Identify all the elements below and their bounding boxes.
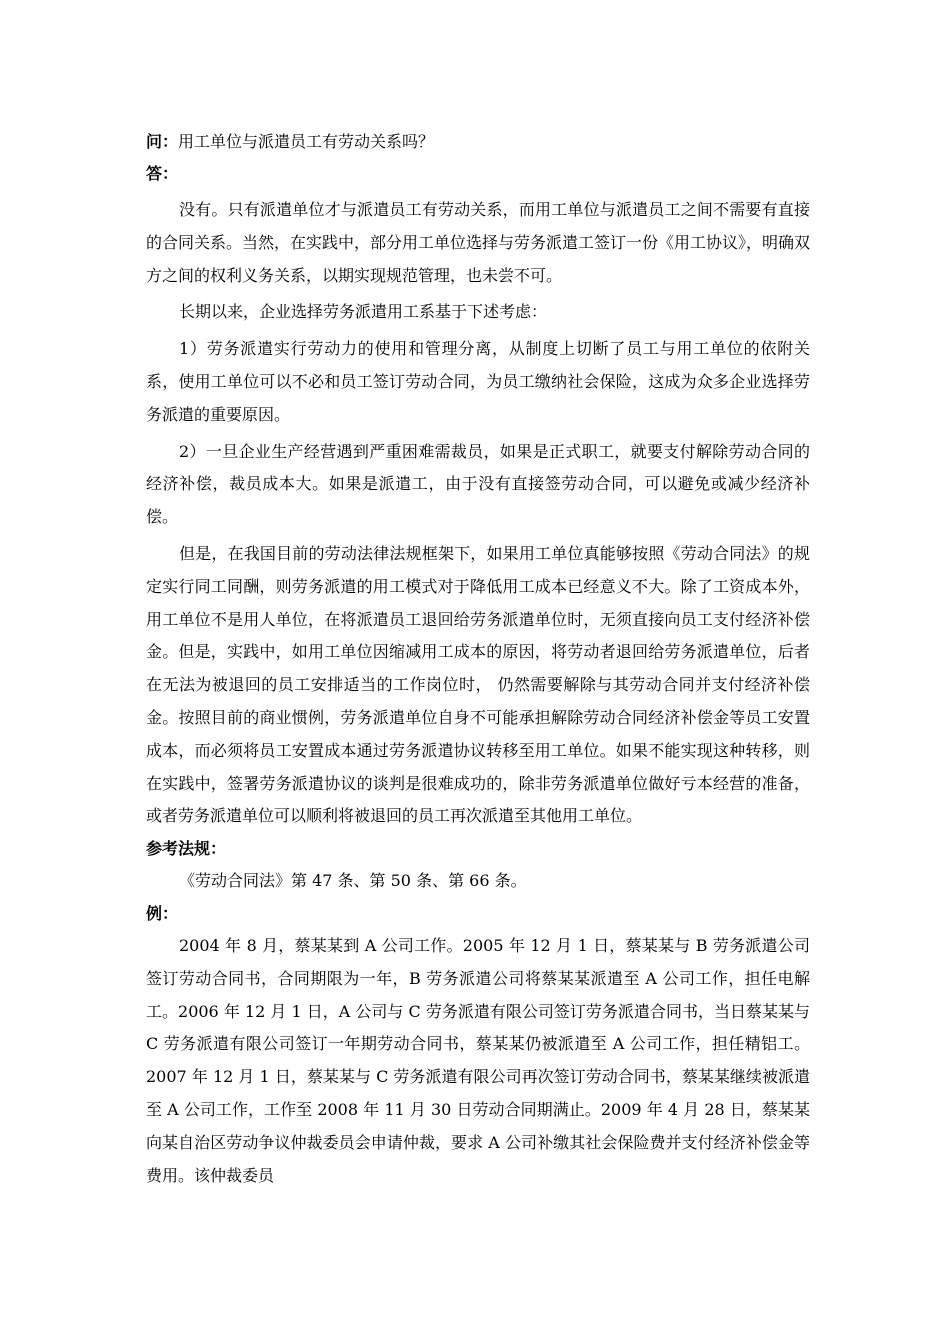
example-paragraph: 2004 年 8 月，蔡某某到 A 公司工作。2005 年 12 月 1 日，蔡某某与 B 劳务派遣公司签订劳动合同书，合同期限为一年，B 劳务派遣公司将蔡某某派遣至 A 公司工作，担任电解工。2006 年 12 月 1 日，A 公司与 C 劳务派遣有限公司签订劳务派遣合同书，当日蔡某某与 C 劳务派遣有限公司签订一年期劳动合同书，蔡某某仍被派遣至 A 公司工作，担任精铝工。2007 年 12 月 1 日，蔡某某与 C 劳务派遣有限公司再次签订劳动合同书，蔡某某继续被派遣至 A 公司工作，工作至 2008 年 11 月 30 日劳动合同期满止。2009 年 4 月 28 日，蔡某某向某自治区劳动争议仲裁委员会申请仲裁，要求 A 公司补缴其社会保险费并支付经济补偿金等费用。该仲裁委员: [146, 935, 810, 1185]
question-line: [146, 126, 810, 158]
reference-label: 参考法规：: [146, 839, 227, 859]
answer-paragraph: 没有。只有派遣单位才与派遣员工有劳动关系，而用工单位与派遣员工之间不需要有直接的合同关系。当然，在实践中，部分用工单位选择与劳务派遣工签订一份《用工协议》，明确双方之间的权利义务关系，以期实现规范管理，也未尝不可。: [146, 200, 811, 285]
answer-paragraph: 1）劳务派遣实行劳动力的使用和管理分离，从制度上切断了员工与用工单位的依附关系，使用工单位可以不必和员工签订劳动合同，为员工缴纳社会保险，这成为众多企业选择劳务派遣的重要原因。: [146, 339, 810, 424]
answer-paragraph: 长期以来，企业选择劳务派遣用工系基于下述考虑：: [179, 302, 548, 322]
reference-text: 《劳动合同法》第 47 条、第 50 条、第 66 条。: [179, 871, 527, 891]
question-text: 用工单位与派遣员工有劳动关系吗？: [178, 132, 435, 151]
question-label: 问：: [146, 132, 179, 151]
answer-label: 答：: [146, 164, 179, 183]
document-page: [146, 126, 810, 1192]
answer-paragraph: 但是，在我国目前的劳动法律法规框架下，如果用工单位真能够按照《劳动合同法》的规定实行同工同酬，则劳务派遣的用工模式对于降低用工成本已经意义不大。除了工资成本外，用工单位不是用人单位，在将派遣员工退回给劳务派遣单位时，无须直接向员工支付经济补偿金。但是，实践中，如用工单位因缩减用工成本的原因，将劳动者退回给劳务派遣单位，后者在无法为被退回的员工安排适当的工作岗位时， 仍然需要解除与其劳动合同并支付经济补偿金。按照目前的商业惯例，劳务派遣单位自身不可能承担解除劳动合同经济补偿金等员工安置成本，而必须将员工安置成本通过劳务派遣协议转移至用工单位。如果不能实现这种转移，则在实践中，签署劳务派遣协议的谈判是很难成功的，除非劳务派遣单位做好亏本经营的准备，或者劳务派遣单位可以顺利将被退回的员工再次派遣至其他用工单位。: [146, 543, 810, 826]
example-label: 例：: [146, 903, 179, 923]
answer-paragraph: 2）一旦企业生产经营遇到严重困难需裁员，如果是正式职工，就要支付解除劳动合同的经济补偿，裁员成本大。如果是派遣工，由于没有直接签劳动合同，可以避免或减少经济补偿。: [146, 441, 810, 527]
